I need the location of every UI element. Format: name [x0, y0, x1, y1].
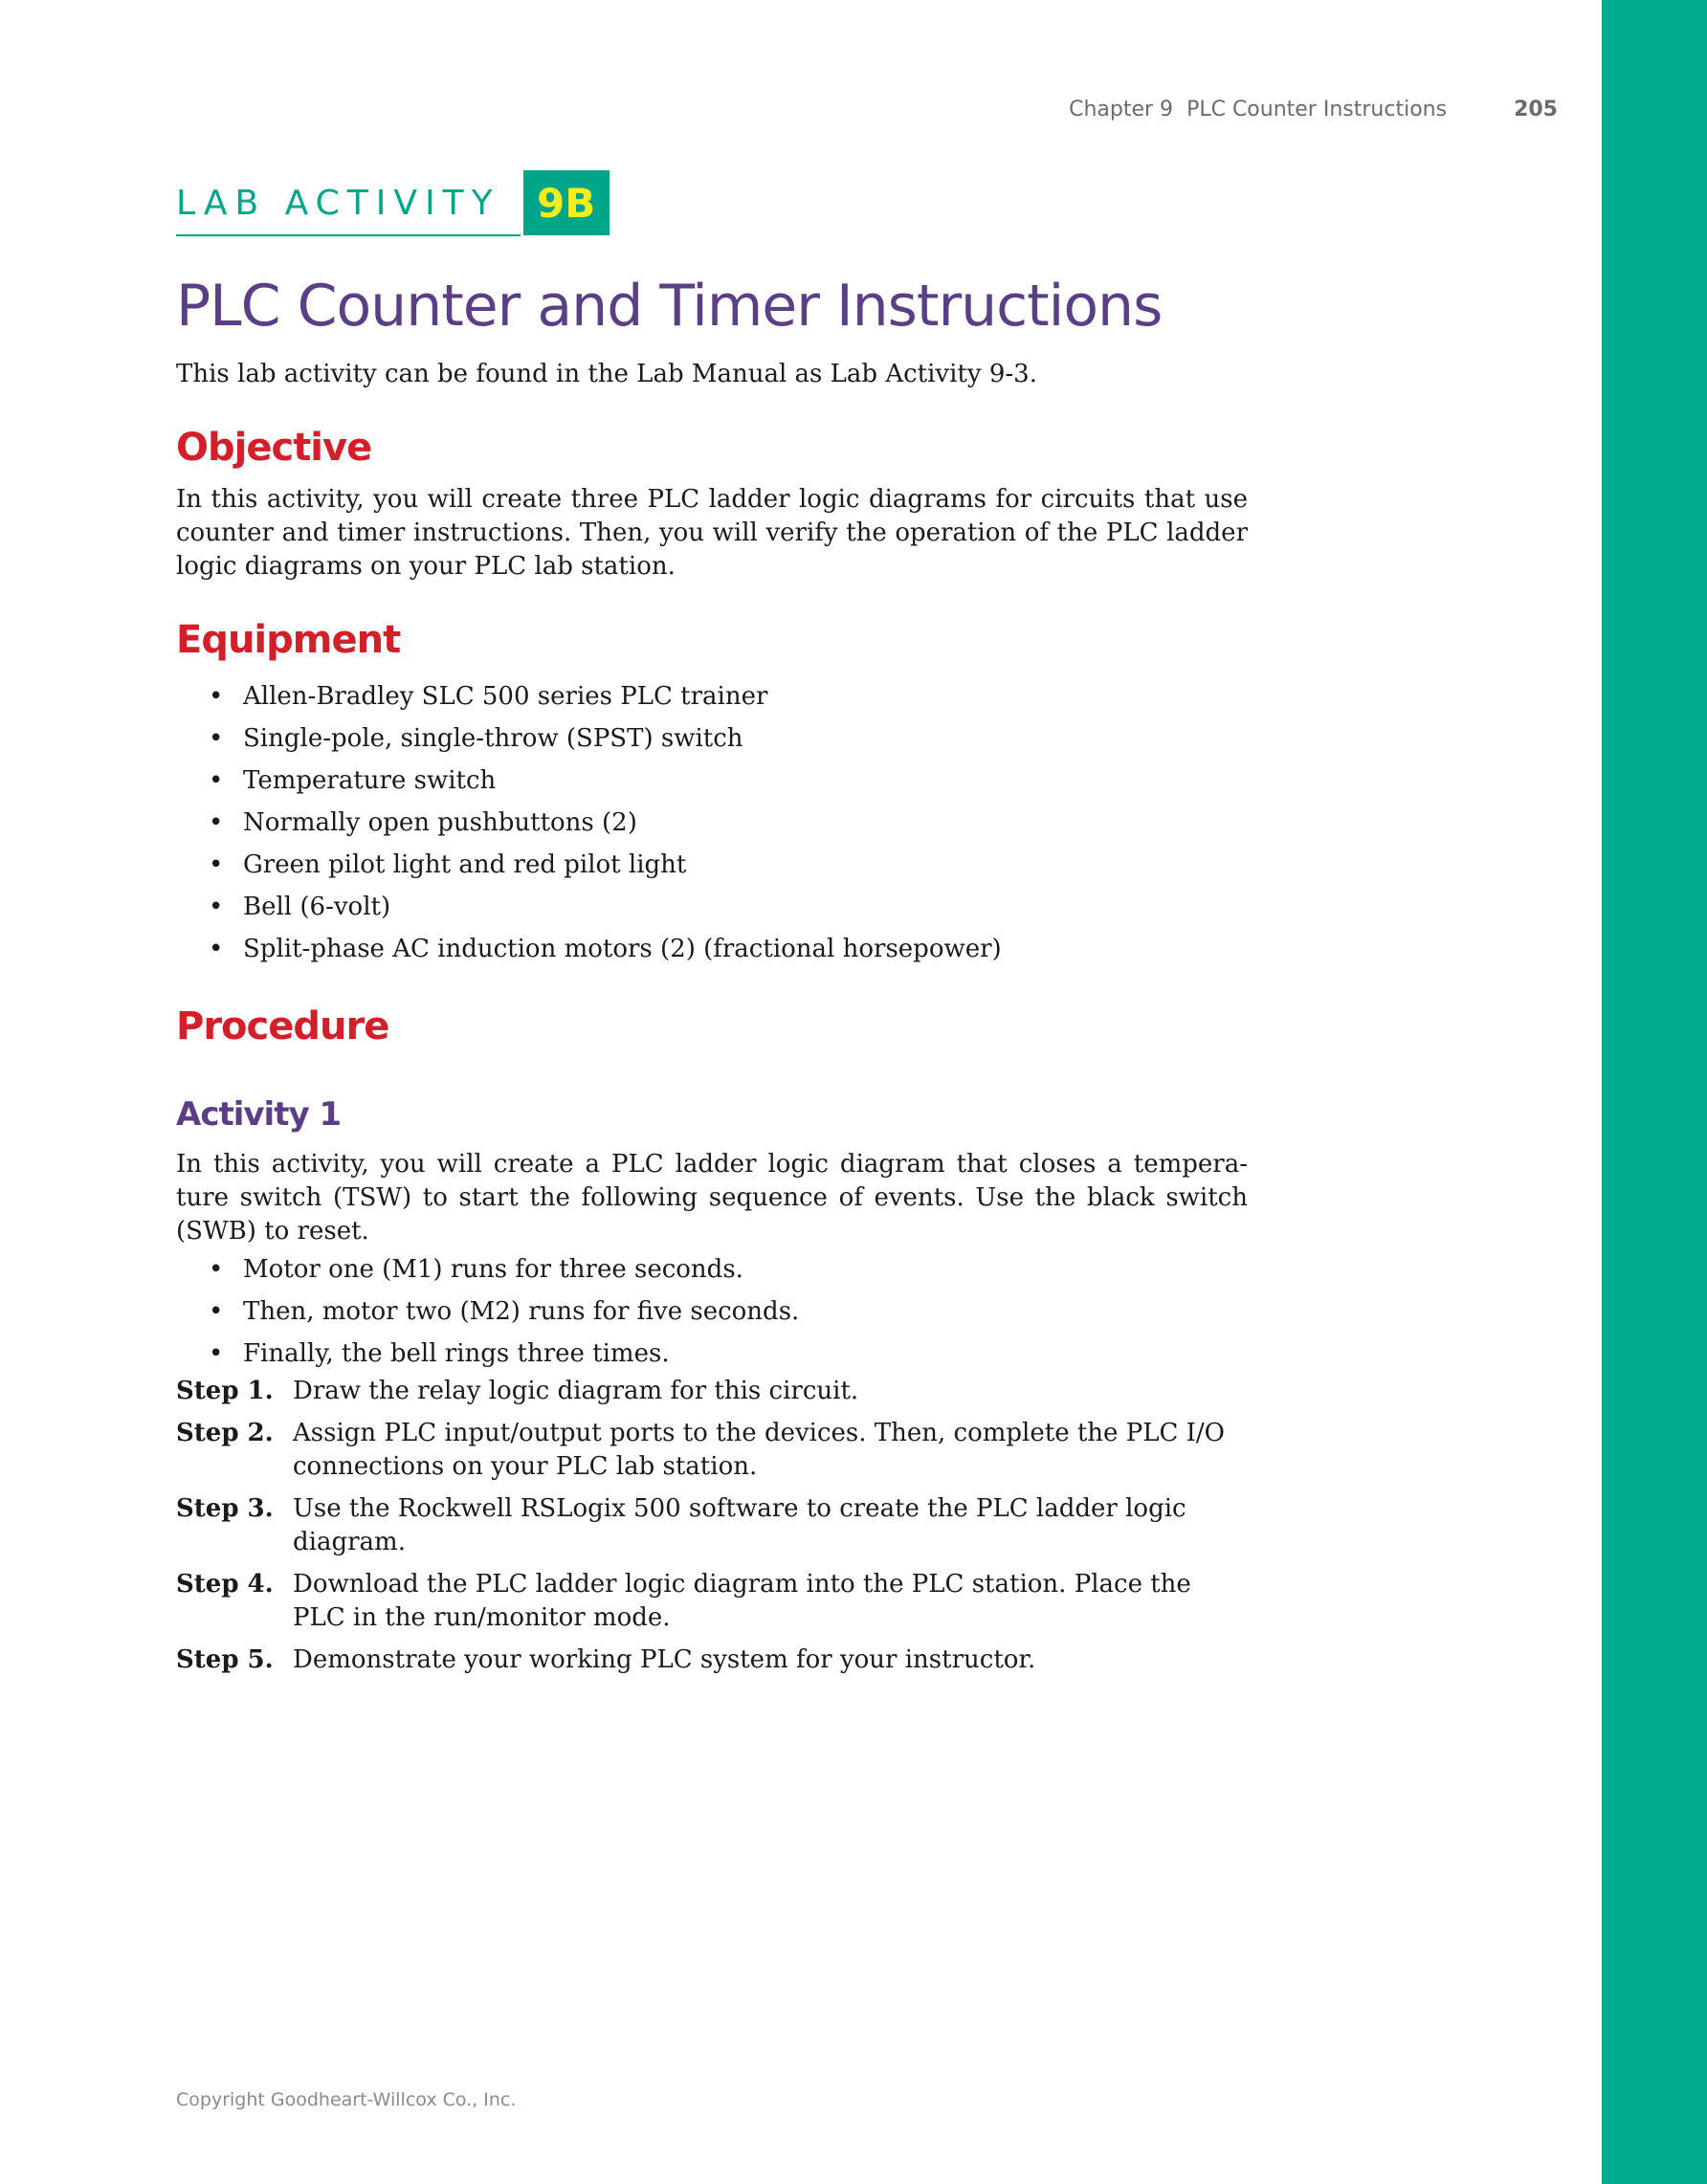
lab-activity-number-badge: 9B — [523, 170, 610, 235]
side-accent-bar — [1602, 0, 1707, 2184]
equipment-item: • Single-pole, single-throw (SPST) switch — [209, 717, 1248, 760]
step-item — [176, 1417, 1248, 1484]
running-head — [995, 94, 1558, 124]
sequence-item: • Then, motor two (M2) runs for five seconds. — [209, 1291, 1248, 1333]
steps-list — [176, 1375, 1248, 1677]
sequence-item: • Finally, the bell rings three times. — [209, 1333, 1248, 1375]
equipment-heading: Equipment — [176, 618, 401, 662]
equipment-item: • Allen-Bradley SLC 500 series PLC trainer — [209, 675, 1248, 717]
running-head-chapter-title: PLC Counter Instructions — [1186, 97, 1448, 121]
lab-banner-underline — [176, 234, 521, 236]
step-text: Assign PLC input/output ports to the devices. Then, complete the PLC I/O connections on your PLC lab station. — [293, 1419, 1225, 1481]
step-item — [176, 1644, 1248, 1677]
lab-activity-label: LAB ACTIVITY — [176, 183, 500, 223]
copyright-footer: Copyright Goodheart-Willcox Co., Inc. — [176, 2089, 517, 2110]
page-number: 205 — [1514, 97, 1558, 121]
procedure-heading: Procedure — [176, 1004, 389, 1048]
step-text: Demonstrate your working PLC system for your instructor. — [293, 1645, 1036, 1674]
page-title: PLC Counter and Timer Instructions — [176, 273, 1163, 340]
step-item — [176, 1492, 1248, 1559]
activity-1-text: In this activity, you will create a PLC ladder logic diagram that closes a tempera-ture switch (TSW) to start the following sequence of events. Use the black switch (SWB) to reset. — [176, 1150, 1248, 1246]
step-label: Step 1. — [176, 1377, 274, 1405]
step-label: Step 4. — [176, 1570, 274, 1599]
running-head-chapter: Chapter 9 — [1069, 97, 1174, 121]
intro-text: This lab activity can be found in the Lab Manual as Lab Activity 9-3. — [176, 360, 1037, 388]
step-text: Draw the relay logic diagram for this circuit. — [293, 1377, 859, 1405]
equipment-item: • Bell (6-volt) — [209, 886, 1248, 928]
sequence-list — [176, 1248, 1248, 1375]
equipment-item: • Green pilot light and red pilot light — [209, 844, 1248, 886]
equipment-list — [176, 675, 1248, 970]
step-item — [176, 1375, 1248, 1408]
step-item — [176, 1568, 1248, 1635]
step-text: Download the PLC ladder logic diagram into the PLC station. Place the PLC in the run/monitor mode. — [293, 1570, 1191, 1632]
sequence-item: • Motor one (M1) runs for three seconds. — [209, 1248, 1248, 1291]
objective-text: In this activity, you will create three PLC ladder logic diagrams for circuits that use counter and timer instructions. Then, you will verify the operation of the PLC ladder logic diagrams on your PLC lab station. — [176, 485, 1248, 581]
page-content — [176, 268, 1248, 1686]
lab-activity-banner — [176, 170, 610, 235]
objective-heading: Objective — [176, 426, 372, 470]
equipment-item: • Temperature switch — [209, 760, 1248, 802]
equipment-item: • Split-phase AC induction motors (2) (fractional horsepower) — [209, 928, 1248, 970]
step-label: Step 3. — [176, 1494, 274, 1523]
step-label: Step 5. — [176, 1645, 274, 1674]
step-text: Use the Rockwell RSLogix 500 software to create the PLC ladder logic diagram. — [293, 1494, 1186, 1556]
activity-1-heading: Activity 1 — [176, 1095, 342, 1134]
equipment-item: • Normally open pushbuttons (2) — [209, 802, 1248, 844]
step-label: Step 2. — [176, 1419, 274, 1447]
